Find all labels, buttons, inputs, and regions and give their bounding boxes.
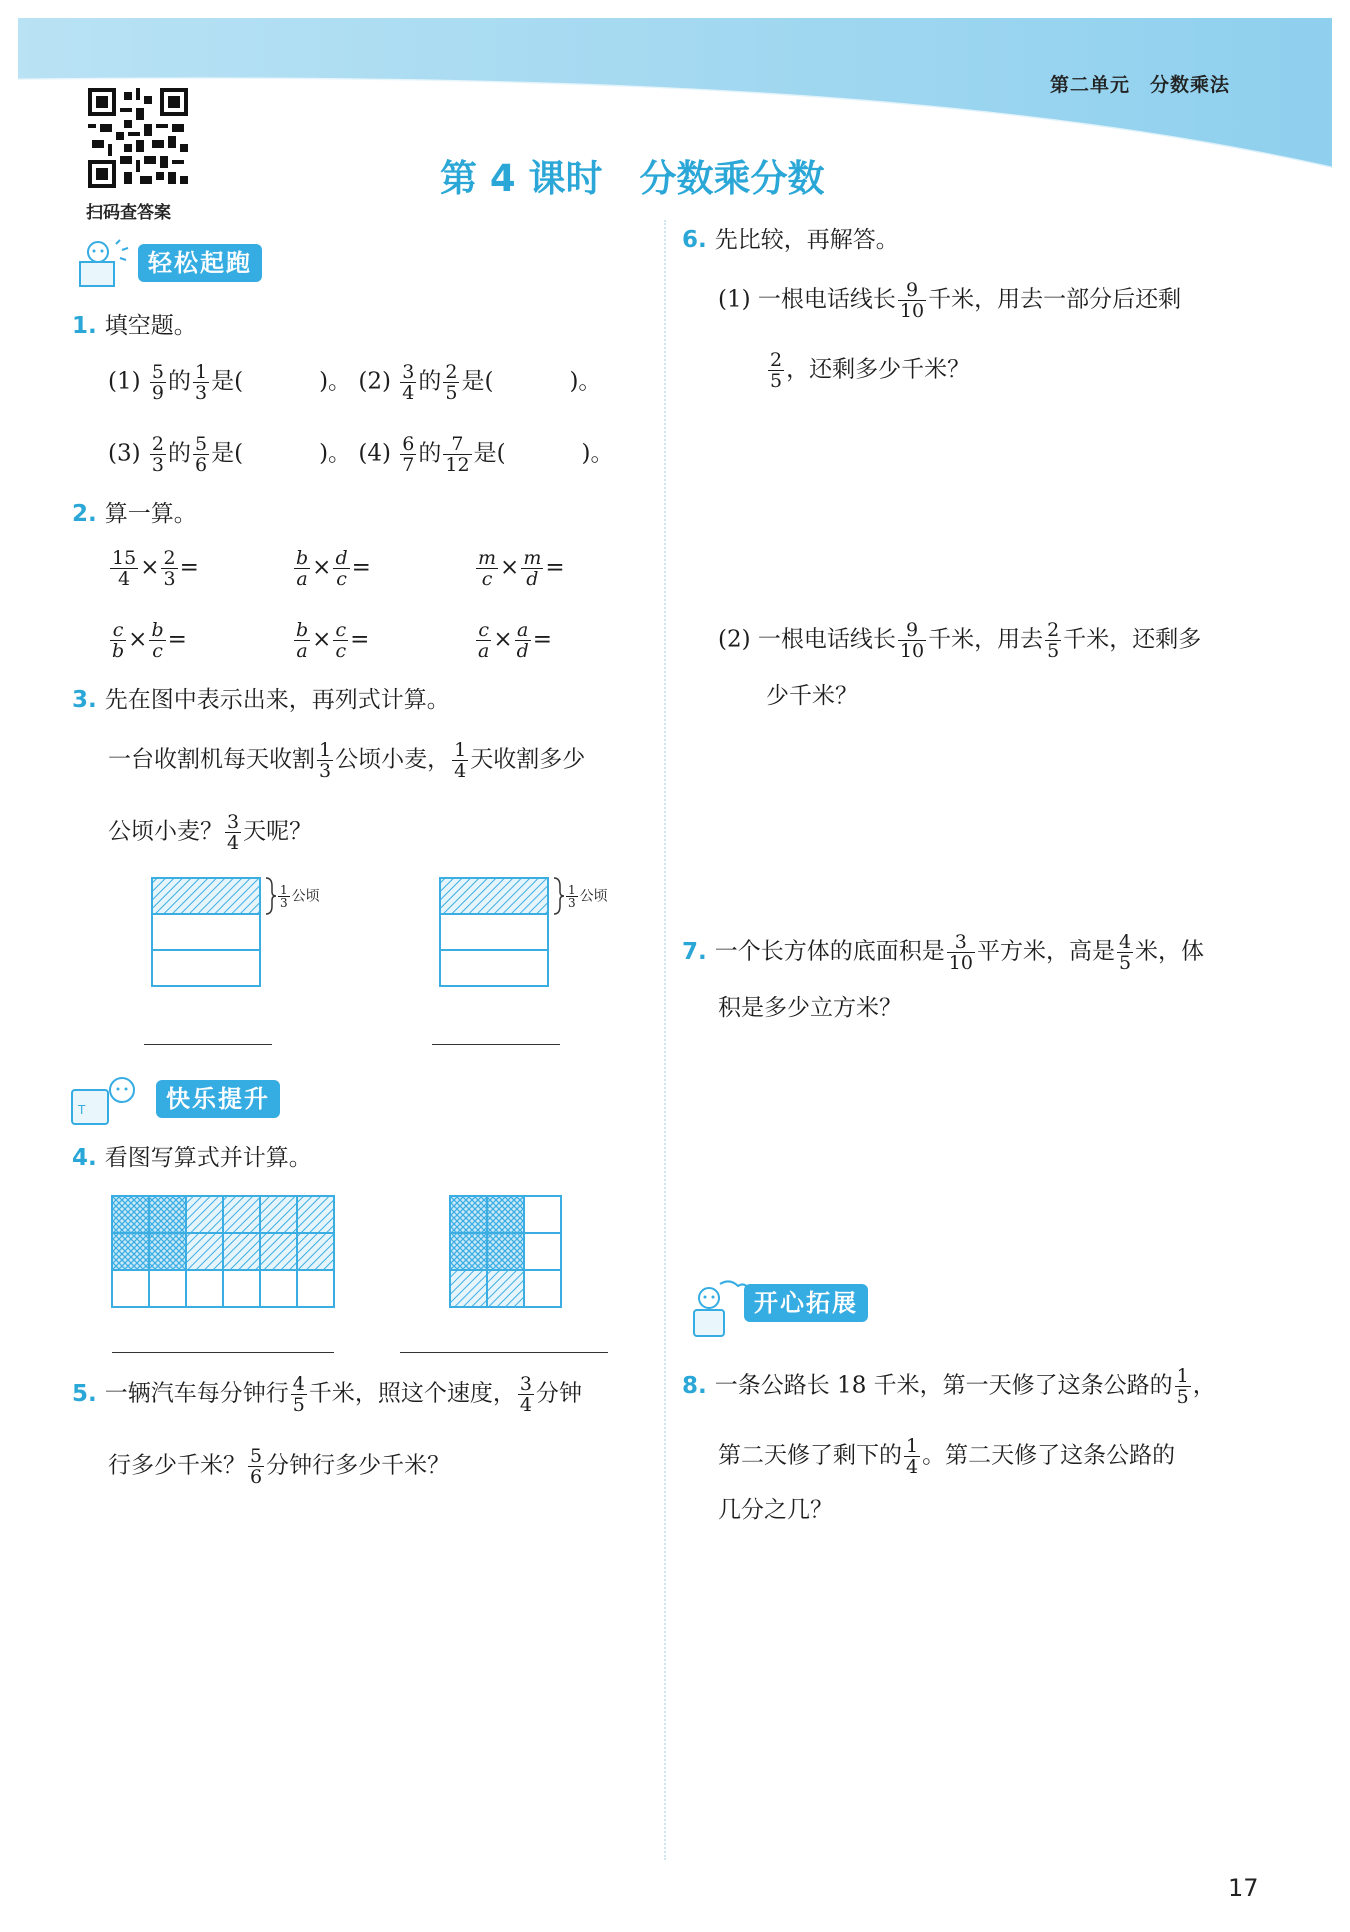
fraction: $\frac{7}{12}$: [445, 433, 470, 476]
question-number: 5.: [72, 1380, 97, 1407]
question-text: 先在图中表示出来，再列式计算。: [104, 687, 450, 713]
grid-cell: [487, 1270, 524, 1307]
question-6-part-1-line-1: (1) 一根电话线长 $\frac{9}{10}$ 千米，用去一部分后还剩: [718, 279, 1182, 322]
grid-cell: [450, 1270, 487, 1307]
item-label: (2): [358, 368, 391, 395]
fraction: $\frac{3}{4}$: [402, 361, 415, 404]
grid-cell: [297, 1196, 334, 1233]
grid-cell: [186, 1233, 223, 1270]
grid-cell: [260, 1270, 297, 1307]
question-4-title: [72, 1142, 312, 1174]
question-text: 看图写算式并计算。: [104, 1145, 312, 1171]
q3-figure-left-label: $\frac{1}{3}$ 公顷: [280, 883, 320, 910]
question-7-line-2: 积是多少立方米？: [718, 995, 902, 1021]
section-extend-title: 开心拓展: [744, 1284, 868, 1322]
grid-cell: [450, 1196, 487, 1233]
page-number: 17: [1228, 1874, 1259, 1902]
question-6-part-1-line-2: $\frac{2}{5}$ ，还剩多少千米？: [770, 349, 971, 392]
text-of: 的: [418, 368, 442, 395]
grid-cell: [186, 1196, 223, 1233]
grid-cell: [223, 1233, 260, 1270]
fraction: $\frac{5}{6}$: [195, 433, 208, 476]
q1-row-1: [108, 362, 601, 403]
question-number: 2.: [72, 501, 97, 527]
question-number: 7.: [682, 938, 707, 965]
question-text: 算一算。: [104, 501, 197, 527]
q2-expr-3: $\frac{m}{c}$ × $\frac{m}{d}$ =: [478, 547, 565, 590]
question-6-part-2-line-2: 少千米？: [766, 683, 858, 709]
grid-cell: [186, 1270, 223, 1307]
grid-cell: [112, 1233, 149, 1270]
grid-cell: [450, 1233, 487, 1270]
answer-line[interactable]: [112, 1352, 334, 1353]
question-number: 3.: [72, 687, 97, 713]
question-number: 8.: [682, 1372, 707, 1399]
q2-expr-6: $\frac{c}{a}$ × $\frac{a}{d}$ =: [478, 619, 553, 662]
text-close: )。: [319, 368, 352, 395]
text-close: )。: [319, 440, 352, 467]
grid-cell: [487, 1196, 524, 1233]
text-of: 的: [168, 368, 191, 395]
answer-line[interactable]: [400, 1352, 608, 1353]
section-improve-title: 快乐提升: [156, 1080, 280, 1118]
q2-expr-4: $\frac{c}{b}$ × $\frac{b}{c}$ =: [112, 619, 187, 662]
grid-cell: [112, 1196, 149, 1233]
question-6-part-2-line-1: (2) 一根电话线长 $\frac{9}{10}$ 千米，用去 $\frac{2}{5}$ 千米，还剩多: [718, 619, 1202, 662]
mascot-icon: [70, 236, 134, 290]
question-5-line-1: 5. 一辆汽车每分钟行 $\frac{4}{5}$ 千米，照这个速度， $\frac{3}{4}$ 分钟: [72, 1373, 582, 1416]
column-divider: [664, 220, 666, 1860]
q3-figure-right[interactable]: [438, 876, 638, 996]
unit-label: 第二单元 分数乘法: [1050, 74, 1231, 96]
question-8-line-1: 8. 一条公路长 18 千米，第一天修了这条公路的 $\frac{1}{5}$ ，: [682, 1365, 1216, 1408]
text-is: 是(: [473, 440, 506, 467]
fraction: $\frac{5}{9}$: [151, 361, 164, 404]
question-2-title: [72, 498, 197, 530]
q3-line-2: 公顷小麦？ $\frac{3}{4}$ 天呢？: [108, 811, 313, 854]
item-label: (1): [108, 368, 141, 395]
text-is: 是(: [461, 368, 494, 395]
q3-line-1: 一台收割机每天收割 $\frac{1}{3}$ 公顷小麦， $\frac{1}{4}$ 天收割多少: [108, 739, 586, 782]
q1-row-2: [108, 434, 614, 475]
question-8-line-3: 几分之几？: [718, 1497, 833, 1523]
grid-cell: [149, 1196, 186, 1233]
text-of: 的: [418, 440, 442, 467]
question-6-title: [682, 224, 899, 256]
question-5-line-2: 行多少千米？ $\frac{5}{6}$ 分钟行多少千米？: [108, 1445, 451, 1488]
text-close: )。: [569, 368, 602, 395]
grid-cell: [223, 1270, 260, 1307]
qr-code-icon[interactable]: [88, 88, 188, 188]
question-text: 先比较，再解答。: [714, 227, 899, 253]
question-number: 6.: [682, 227, 707, 253]
section-warmup-title: 轻松起跑: [138, 244, 262, 282]
mascot-icon: [680, 1276, 750, 1340]
fraction: $\frac{6}{7}$: [402, 433, 415, 476]
grid-cell: [149, 1270, 186, 1307]
q4-figure-right[interactable]: [448, 1194, 568, 1310]
answer-line[interactable]: [432, 1044, 560, 1045]
question-number: 1.: [72, 313, 97, 339]
q2-expr-1: $\frac{15}{4}$ × $\frac{2}{3}$ =: [112, 547, 199, 590]
grid-cell: [260, 1233, 297, 1270]
fraction: $\frac{2}{5}$: [445, 361, 458, 404]
grid-cell: [524, 1270, 561, 1307]
question-number: 4.: [72, 1145, 97, 1171]
grid-cell: [260, 1196, 297, 1233]
section-extend: [680, 1276, 920, 1324]
section-improve: [68, 1072, 308, 1120]
grid-cell: [297, 1270, 334, 1307]
q2-expr-2: $\frac{b}{a}$ × $\frac{d}{c}$ =: [296, 547, 371, 590]
q3-figure-right-label: $\frac{1}{3}$ 公顷: [568, 883, 608, 910]
grid-cell: [524, 1196, 561, 1233]
text-close: )。: [581, 440, 614, 467]
qr-label: 扫码查答案: [86, 203, 171, 223]
q4-figure-left[interactable]: [110, 1194, 340, 1310]
fraction: $\frac{1}{3}$: [195, 361, 208, 404]
text-is: 是(: [211, 368, 244, 395]
item-label: (3): [108, 440, 141, 467]
item-label: (4): [358, 440, 391, 467]
section-warmup: [70, 236, 290, 284]
lesson-title: 第 4 课时 分数乘分数: [440, 157, 825, 200]
question-7-line-1: 7. 一个长方体的底面积是 $\frac{3}{10}$ 平方米，高是 $\frac{4}{5}$ 米，体: [682, 931, 1205, 974]
text-of: 的: [168, 440, 191, 467]
answer-line[interactable]: [144, 1044, 272, 1045]
q3-figure-left[interactable]: [150, 876, 350, 996]
grid-cell: [149, 1233, 186, 1270]
question-3-title: [72, 684, 450, 716]
q2-expr-5: $\frac{b}{a}$ × $\frac{c}{c}$ =: [296, 619, 370, 662]
grid-cell: [524, 1233, 561, 1270]
svg-text:T: T: [78, 1103, 86, 1117]
grid-cell: [112, 1270, 149, 1307]
grid-cell: [297, 1233, 334, 1270]
question-8-line-2: 第二天修了剩下的 $\frac{1}{4}$ 。第二天修了这条公路的: [718, 1435, 1176, 1478]
grid-cell: [487, 1233, 524, 1270]
question-text: 填空题。: [104, 313, 197, 339]
text-is: 是(: [211, 440, 244, 467]
mascot-icon: [68, 1072, 148, 1130]
question-1-title: [72, 310, 197, 342]
fraction: $\frac{2}{3}$: [151, 433, 164, 476]
grid-cell: [223, 1196, 260, 1233]
